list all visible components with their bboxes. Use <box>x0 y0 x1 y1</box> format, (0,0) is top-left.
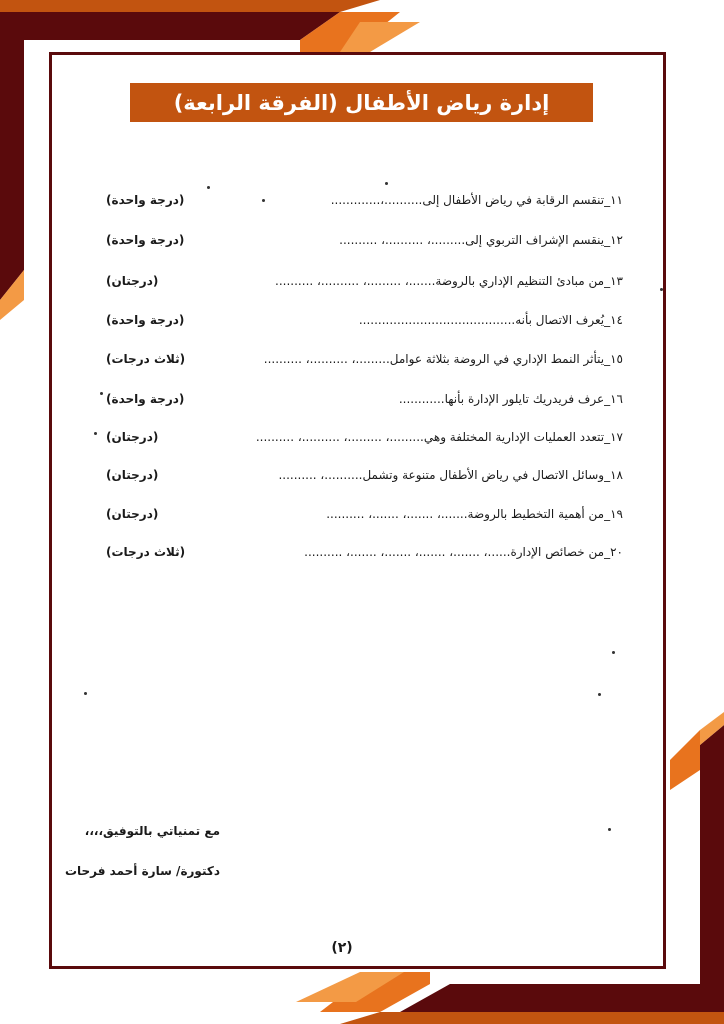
question-row <box>100 187 623 213</box>
question-grade: (درجتان) <box>106 468 159 482</box>
question-text: ١٤_يُعرف الاتصال بأنه......................................... <box>358 313 623 327</box>
scan-speck <box>660 288 663 291</box>
question-grade: (درجتان) <box>106 430 159 444</box>
scan-speck <box>100 392 103 395</box>
question-row <box>100 268 623 294</box>
scan-speck <box>94 432 97 435</box>
question-grade: (ثلاث درجات) <box>106 545 186 559</box>
question-row <box>100 462 623 488</box>
question-text: ١٨_وسائل الاتصال في رياض الأطفال متنوعة وتشمل..........، .......... <box>278 468 623 482</box>
question-text: ١٢_ينقسم الإشراف التربوي إلى.........، ..........، .......... <box>339 233 623 247</box>
question-grade: (درجتان) <box>106 274 159 288</box>
question-row <box>100 386 623 412</box>
scan-speck <box>612 651 615 654</box>
question-row <box>100 424 623 450</box>
question-grade: (درجة واحدة) <box>106 233 185 247</box>
question-row <box>100 539 623 565</box>
question-text: ١١_تنقسم الرقابة في رياض الأطفال إلى..........،............. <box>330 193 623 207</box>
page-number: (٢) <box>331 940 353 956</box>
page-title: إدارة رياض الأطفال (الفرقة الرابعة) <box>130 83 593 122</box>
scan-speck <box>608 828 611 831</box>
question-text: ١٩_من أهمية التخطيط بالروضة.......، .......، .......، .......... <box>326 507 623 521</box>
question-grade: (درجة واحدة) <box>106 193 185 207</box>
scan-speck <box>84 692 87 695</box>
question-text: ١٧_تتعدد العمليات الإدارية المختلفة وهي.........، .........، ..........، .......... <box>255 430 623 444</box>
question-text: ٢٠_من خصائص الإدارة......، .......، .......، .......، .......، .......... <box>304 545 623 559</box>
scan-speck <box>385 182 388 185</box>
signature: دكتورة/ سارة أحمد فرحات <box>64 864 220 878</box>
question-grade: (درجة واحدة) <box>106 313 185 327</box>
question-row <box>100 346 623 372</box>
question-row <box>100 307 623 333</box>
question-grade: (درجة واحدة) <box>106 392 185 406</box>
scan-speck <box>262 199 265 202</box>
scan-speck <box>207 186 210 189</box>
question-grade: (درجتان) <box>106 507 159 521</box>
scan-speck <box>598 693 601 696</box>
closing-wishes: مع تمنياتي بالتوفيق،،،، <box>84 824 220 838</box>
question-grade: (ثلاث درجات) <box>106 352 186 366</box>
question-text: ١٦_عرف فريدريك تايلور الإدارة بأنها............ <box>398 392 623 406</box>
question-text: ١٥_يتأثر النمط الإداري في الروضة بثلاثة عوامل.........، ..........، .......... <box>263 352 623 366</box>
question-text: ١٣_من مبادئ التنظيم الإداري بالروضة.......، .........، ..........، .......... <box>275 274 623 288</box>
question-row <box>100 501 623 527</box>
question-row <box>100 227 623 253</box>
